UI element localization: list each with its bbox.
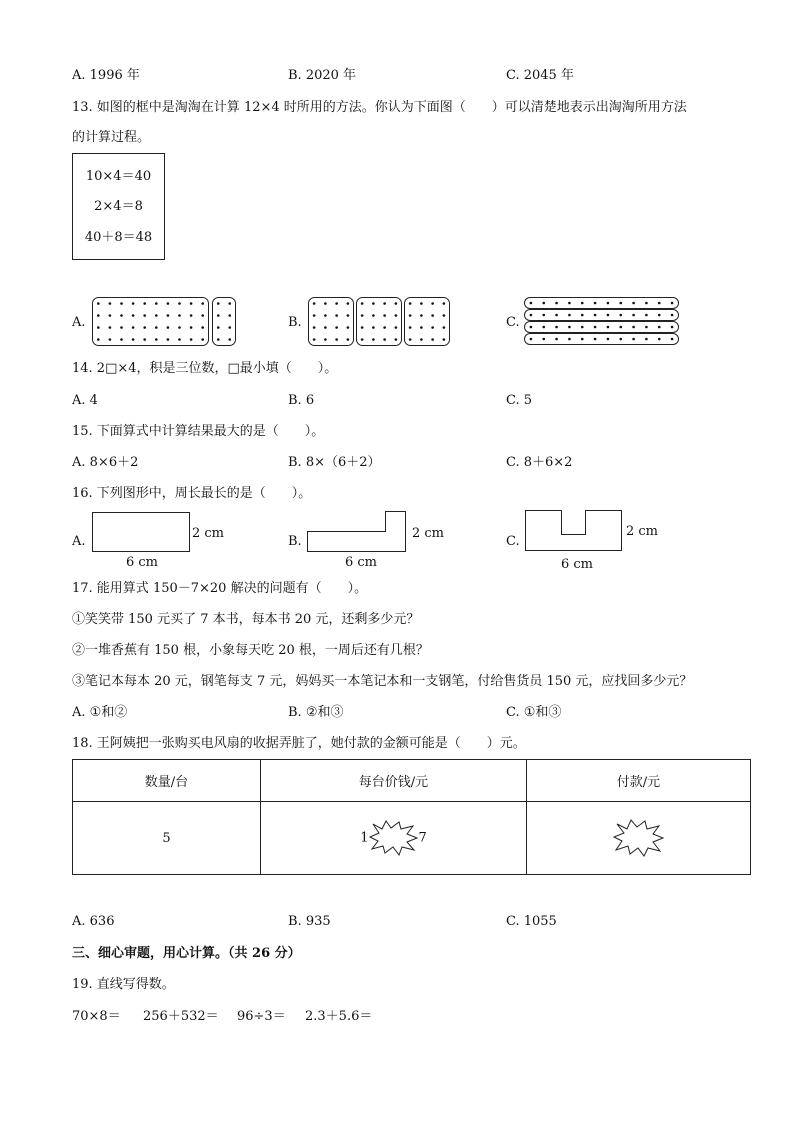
dot — [431, 338, 434, 341]
dot — [97, 326, 100, 329]
dot — [568, 338, 571, 341]
dot-group-outline — [357, 298, 402, 346]
dot — [530, 326, 533, 329]
dot — [542, 338, 545, 341]
q13-method-line: 2×4＝8 — [94, 199, 143, 214]
dot — [167, 302, 170, 305]
dot — [109, 302, 112, 305]
dot — [658, 314, 661, 317]
dot — [607, 338, 610, 341]
dot — [420, 314, 423, 317]
dot — [228, 338, 231, 341]
dot — [443, 314, 446, 317]
dot — [542, 314, 545, 317]
dot — [568, 302, 571, 305]
dot — [361, 326, 364, 329]
q15-option-c[interactable]: C. 8＋6×2 — [506, 455, 573, 470]
dot — [335, 314, 338, 317]
dot — [671, 338, 674, 341]
q16-option-a-height-label: 2 cm — [192, 526, 225, 541]
dot — [155, 326, 158, 329]
dot — [313, 302, 316, 305]
dot — [372, 302, 375, 305]
dot — [632, 338, 635, 341]
q16-option-b-height-label: 2 cm — [412, 526, 445, 541]
dot — [372, 314, 375, 317]
stain-icon — [613, 818, 665, 858]
q13-method-box — [72, 153, 165, 260]
dot — [645, 302, 648, 305]
q16-option-c-height-label: 2 cm — [626, 524, 659, 539]
q17-stem: 17. 能用算式 150－7×20 解决的问题有（ ）。 — [72, 581, 368, 596]
dot-row-outline — [525, 310, 679, 321]
dot — [443, 338, 446, 341]
dot — [555, 302, 558, 305]
dot — [155, 314, 158, 317]
dot — [167, 326, 170, 329]
dot-group-outline — [309, 298, 354, 346]
dot — [143, 314, 146, 317]
dot — [395, 338, 398, 341]
q13-option-a-label[interactable]: A. — [72, 315, 86, 330]
dot — [109, 338, 112, 341]
dot — [324, 338, 327, 341]
q17-option-c[interactable]: C. ①和③ — [506, 705, 562, 720]
dot — [619, 314, 622, 317]
dot — [594, 302, 597, 305]
q12-option-a[interactable]: A. 1996 年 — [72, 68, 140, 83]
dot — [594, 326, 597, 329]
q19-problem[interactable]: 70×8＝ — [72, 1009, 121, 1024]
dot-row-outline — [525, 298, 679, 309]
dot — [383, 338, 386, 341]
dot — [155, 338, 158, 341]
q16-option-b-label[interactable]: B. — [288, 534, 302, 549]
dot — [190, 314, 193, 317]
dot — [632, 314, 635, 317]
dot — [383, 314, 386, 317]
q13-option-c-dot-figure[interactable] — [524, 297, 680, 347]
q19-stem: 19. 直线写得数。 — [72, 977, 175, 992]
dot — [335, 326, 338, 329]
q13-option-c-label[interactable]: C. — [506, 315, 520, 330]
q18-header-quantity: 数量/台 — [73, 760, 261, 802]
q18-option-c[interactable]: C. 1055 — [506, 914, 557, 929]
dot — [190, 302, 193, 305]
dot — [645, 338, 648, 341]
dot — [409, 338, 412, 341]
dot — [201, 314, 204, 317]
dot — [632, 326, 635, 329]
dot — [607, 314, 610, 317]
dot — [335, 338, 338, 341]
dot — [313, 338, 316, 341]
dot — [228, 302, 231, 305]
dot — [581, 338, 584, 341]
q14-option-a[interactable]: A. 4 — [72, 393, 98, 408]
dot — [132, 314, 135, 317]
dot — [217, 314, 220, 317]
q14-stem: 14. 2□×4，积是三位数，□最小填（ ）。 — [72, 361, 338, 376]
dot — [619, 326, 622, 329]
dot — [530, 338, 533, 341]
dot — [361, 302, 364, 305]
dot — [313, 326, 316, 329]
q17-item-2: ②一堆香蕉有 150 根，小象每天吃 20 根，一周后还有几根？ — [72, 643, 429, 658]
dot — [217, 302, 220, 305]
q19-problem[interactable]: 2.3＋5.6＝ — [305, 1009, 373, 1024]
dot — [658, 338, 661, 341]
dot — [395, 302, 398, 305]
dot — [671, 326, 674, 329]
dot — [632, 302, 635, 305]
q16-option-c-notch-shape[interactable] — [525, 510, 625, 552]
q17-item-3: ③笔记本每本 20 元，钢笔每支 7 元，妈妈买一本笔记本和一支钢笔，付给售货员 150 元，应找回多少元？ — [72, 674, 693, 689]
dot — [324, 302, 327, 305]
dot — [568, 326, 571, 329]
stain-icon — [369, 819, 419, 857]
dot-group-outline — [405, 298, 450, 346]
q16-option-c-width-label: 6 cm — [561, 557, 594, 572]
q13-stem-line1: 13. 如图的框中是淘淘在计算 12×4 时所用的方法。你认为下面图（ ）可以清楚地表示出淘淘所用方法 — [72, 100, 687, 115]
dot — [109, 314, 112, 317]
q18-receipt-table — [72, 759, 751, 875]
dot — [607, 302, 610, 305]
q17-option-a[interactable]: A. ①和② — [72, 705, 128, 720]
dot — [555, 314, 558, 317]
dot — [217, 338, 220, 341]
dot — [409, 302, 412, 305]
dot — [372, 338, 375, 341]
dot — [395, 326, 398, 329]
dot — [190, 338, 193, 341]
dot — [443, 326, 446, 329]
dot — [143, 326, 146, 329]
dot — [443, 302, 446, 305]
dot — [347, 314, 350, 317]
dot — [431, 326, 434, 329]
dot — [555, 338, 558, 341]
q16-option-b-step-shape[interactable] — [307, 511, 409, 553]
dot — [409, 326, 412, 329]
q12-option-b[interactable]: B. 2020 年 — [288, 68, 357, 83]
q18-header-unit-price: 每台价钱/元 — [261, 760, 527, 802]
dot — [619, 302, 622, 305]
dot — [120, 326, 123, 329]
q15-option-a[interactable]: A. 8×6＋2 — [72, 455, 139, 470]
q18-cell-payment — [527, 802, 751, 875]
dot — [347, 302, 350, 305]
dot — [581, 314, 584, 317]
dot — [383, 326, 386, 329]
dot — [658, 326, 661, 329]
q19-problem[interactable]: 256＋532＝ — [143, 1009, 219, 1024]
q18-option-a[interactable]: A. 636 — [72, 914, 115, 929]
dot — [324, 314, 327, 317]
q15-option-b[interactable]: B. 8×（6＋2） — [288, 455, 381, 470]
q16-option-a-label[interactable]: A. — [72, 534, 86, 549]
dot — [347, 338, 350, 341]
dot — [120, 338, 123, 341]
dot — [155, 302, 158, 305]
q18-stem: 18. 王阿姨把一张购买电风扇的收据弄脏了，她付款的金额可能是（ ）元。 — [72, 736, 526, 751]
q18-cell-unit-price — [261, 802, 527, 875]
dot — [201, 338, 204, 341]
dot — [178, 326, 181, 329]
q16-option-c-label[interactable]: C. — [506, 534, 520, 549]
dot — [324, 326, 327, 329]
section-3-title: 三、细心审题，用心计算。（共 26 分） — [72, 946, 301, 961]
dot — [361, 338, 364, 341]
dot — [178, 302, 181, 305]
dot — [594, 314, 597, 317]
dot — [167, 314, 170, 317]
dot — [201, 326, 204, 329]
dot — [594, 338, 597, 341]
dot — [568, 314, 571, 317]
dot — [542, 326, 545, 329]
dot — [607, 326, 610, 329]
dot — [228, 314, 231, 317]
dot — [658, 302, 661, 305]
dot — [645, 326, 648, 329]
dot — [361, 314, 364, 317]
dot — [383, 302, 386, 305]
dot — [542, 302, 545, 305]
dot — [431, 302, 434, 305]
dot — [555, 326, 558, 329]
dot — [395, 314, 398, 317]
dot — [530, 302, 533, 305]
q13-option-a-dot-figure[interactable] — [92, 297, 240, 347]
dot-row-outline — [525, 322, 679, 333]
dot — [178, 338, 181, 341]
dot — [97, 338, 100, 341]
dot-group-outline — [213, 298, 236, 346]
dot — [581, 302, 584, 305]
q15-stem: 15. 下面算式中计算结果最大的是（ ）。 — [72, 424, 325, 439]
q13-option-b-label[interactable]: B. — [288, 315, 302, 330]
dot — [132, 302, 135, 305]
dot — [530, 314, 533, 317]
q16-stem: 16. 下列图形中，周长最长的是（ ）。 — [72, 486, 312, 501]
dot — [409, 314, 412, 317]
q18-header-payment: 付款/元 — [527, 760, 751, 802]
dot — [120, 314, 123, 317]
q18-cell-quantity: 5 — [73, 802, 261, 875]
dot — [420, 338, 423, 341]
dot — [228, 326, 231, 329]
q13-method-line: 10×4＝40 — [85, 169, 152, 184]
q17-option-b[interactable]: B. ②和③ — [288, 705, 344, 720]
dot — [143, 338, 146, 341]
q18-option-b[interactable]: B. 935 — [288, 914, 331, 929]
dot — [671, 302, 674, 305]
q16-option-b-width-label: 6 cm — [345, 555, 378, 570]
q19-problem[interactable]: 96÷3＝ — [237, 1009, 286, 1024]
dot — [120, 302, 123, 305]
dot — [420, 326, 423, 329]
q12-option-c[interactable]: C. 2045 年 — [506, 68, 574, 83]
dot — [97, 302, 100, 305]
dot — [97, 314, 100, 317]
dot — [335, 302, 338, 305]
q17-item-1: ①笑笑带 150 元买了 7 本书，每本书 20 元，还剩多少元？ — [72, 612, 420, 627]
dot — [581, 326, 584, 329]
dot — [619, 338, 622, 341]
dot — [132, 326, 135, 329]
dot — [372, 326, 375, 329]
dot — [178, 314, 181, 317]
dot — [217, 326, 220, 329]
q14-option-b[interactable]: B. 6 — [288, 393, 315, 408]
dot — [132, 338, 135, 341]
dot — [167, 338, 170, 341]
q16-option-a-width-label: 6 cm — [126, 555, 159, 570]
q18-price-left-digit: 1 — [360, 830, 369, 846]
dot — [431, 314, 434, 317]
q16-option-a-rectangle[interactable] — [92, 512, 192, 554]
dot — [201, 302, 204, 305]
dot — [143, 302, 146, 305]
dot — [420, 302, 423, 305]
q14-option-c[interactable]: C. 5 — [506, 393, 533, 408]
q13-stem-line2: 的计算过程。 — [72, 130, 151, 145]
dot-row-outline — [525, 334, 679, 345]
dot — [347, 326, 350, 329]
q13-option-b-dot-figure[interactable] — [308, 297, 456, 347]
dot — [313, 314, 316, 317]
dot — [190, 326, 193, 329]
dot — [671, 314, 674, 317]
dot — [109, 326, 112, 329]
dot — [645, 314, 648, 317]
q18-price-right-digit: 7 — [418, 830, 427, 846]
q13-method-line: 40＋8＝48 — [84, 230, 153, 245]
